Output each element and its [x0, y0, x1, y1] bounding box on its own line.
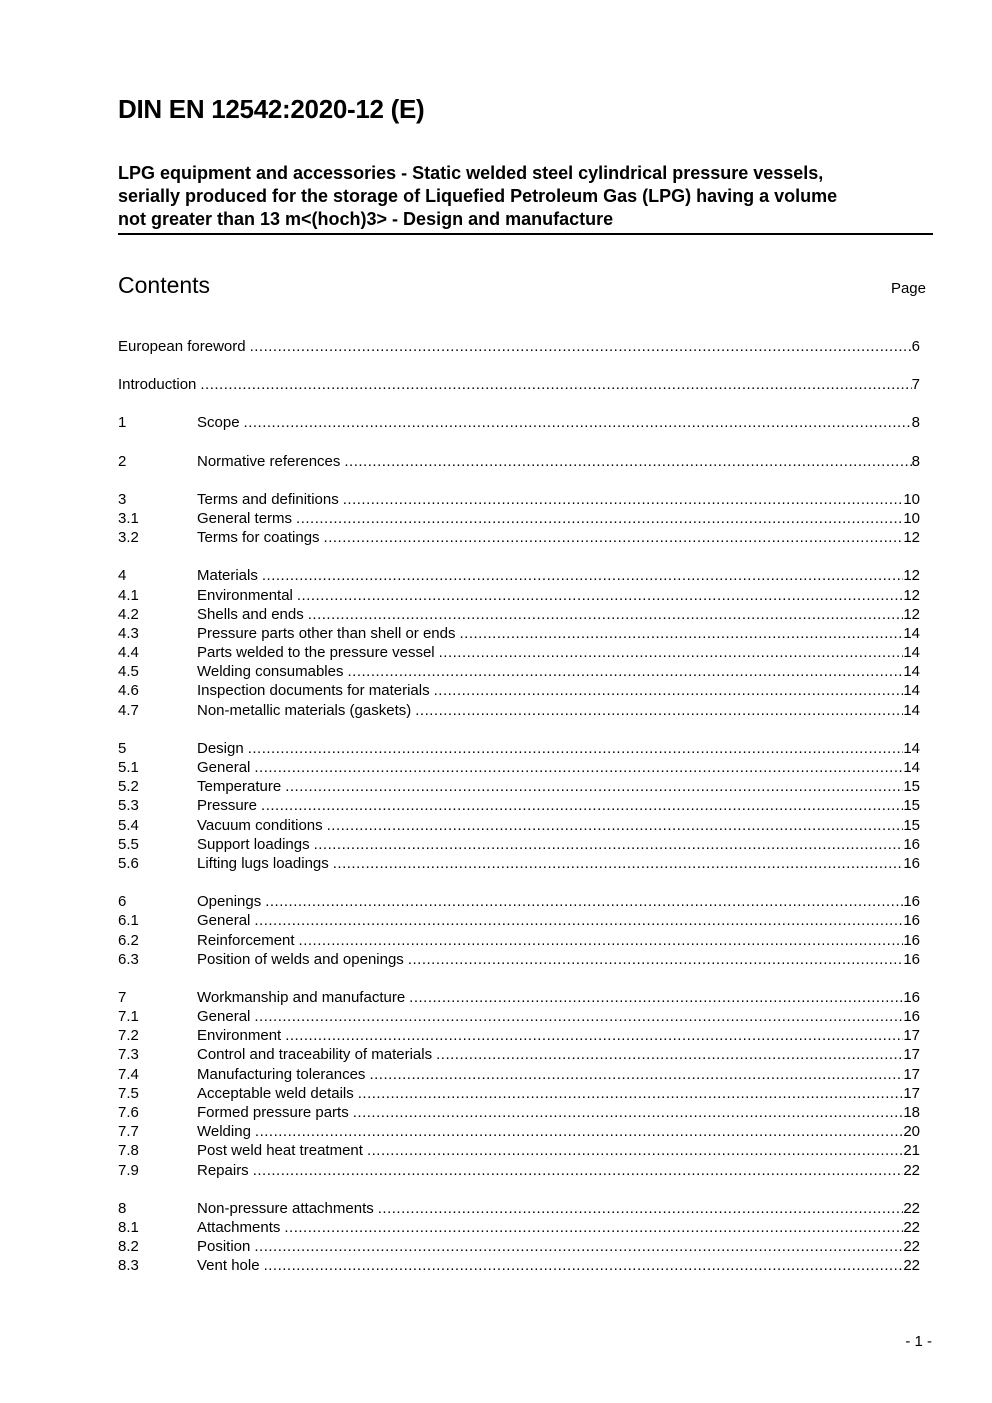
toc-entry-page: 22: [903, 1199, 920, 1217]
toc-entry-number: 8.1: [118, 1218, 139, 1236]
toc-dot-leader: [358, 1085, 904, 1102]
toc-entry-label: Attachments: [197, 1218, 281, 1236]
toc-entry-page: 17: [903, 1027, 920, 1045]
toc-dot-leader: [343, 491, 904, 508]
toc-entry-number: 4.7: [118, 701, 139, 719]
toc-entry-label: Normative references: [197, 452, 341, 470]
toc-dot-leader: [254, 759, 903, 776]
toc-entry-page: 7: [911, 376, 920, 394]
toc-dot-leader: [200, 376, 911, 393]
toc-entry-page: 20: [903, 1123, 920, 1141]
toc-entry[interactable]: [118, 912, 920, 931]
toc-entry[interactable]: [118, 1238, 920, 1257]
toc-entry-label: Vacuum conditions: [197, 816, 323, 834]
toc-entry-label: Terms for coatings: [197, 529, 320, 547]
toc-entry-number: 5.1: [118, 759, 139, 776]
toc-entry-label: Scope: [197, 414, 240, 432]
toc-entry[interactable]: [118, 587, 920, 606]
toc-dot-leader: [265, 893, 903, 910]
toc-entry-number: 5.2: [118, 778, 139, 796]
toc-entry-number: 8.2: [118, 1238, 139, 1256]
toc-entry-number: 6: [118, 893, 127, 911]
toc-entry-number: 7.6: [118, 1104, 139, 1121]
toc-entry-page: 16: [903, 931, 920, 949]
toc-entry-page: 14: [903, 739, 920, 757]
toc-entry-label: Position: [197, 1238, 251, 1256]
toc-entry-page: 8: [911, 452, 920, 470]
toc-entry[interactable]: [118, 778, 920, 797]
toc-entry-page: 14: [903, 663, 920, 681]
toc-entry-number: 3.1: [118, 509, 139, 527]
toc-entry[interactable]: [118, 625, 920, 644]
toc-entry[interactable]: [118, 1046, 920, 1065]
toc-entry[interactable]: [118, 1085, 920, 1104]
toc-entry-label: Environmental: [197, 586, 293, 604]
toc-entry-page: 17: [903, 1084, 920, 1102]
toc-entry-number: 7.7: [118, 1123, 139, 1141]
toc-entry-label: General: [197, 912, 251, 930]
toc-dot-leader: [250, 338, 912, 355]
toc-entry[interactable]: [118, 644, 920, 663]
toc-entry-label: General terms: [197, 509, 293, 527]
toc-dot-leader: [327, 817, 904, 834]
toc-dot-leader: [439, 644, 904, 661]
toc-entry-page: 8: [911, 414, 920, 432]
toc-dot-leader: [299, 932, 904, 949]
toc-entry[interactable]: [118, 1257, 920, 1276]
toc-entry-number: 3.2: [118, 529, 139, 547]
toc-entry[interactable]: [118, 1104, 920, 1123]
toc-dot-leader: [434, 682, 904, 699]
toc-entry[interactable]: [118, 606, 920, 625]
toc-entry-number: 4: [118, 567, 127, 585]
toc-dot-leader: [408, 951, 904, 968]
toc-dot-leader: [314, 836, 904, 853]
toc-entry-page: 12: [903, 586, 920, 604]
toc-entry-page: 6: [911, 338, 920, 355]
toc-entry-label: General: [197, 759, 251, 776]
toc-dot-leader: [285, 778, 903, 795]
toc-entry[interactable]: [118, 1066, 920, 1085]
toc-entry-number: 5.4: [118, 816, 139, 834]
toc-dot-leader: [415, 702, 903, 719]
page-column-heading: Page: [890, 280, 926, 297]
document-id: DIN EN 12542:2020-12 (E): [118, 94, 425, 124]
toc-entry-page: 16: [903, 1008, 920, 1026]
toc-entry-number: 2: [118, 452, 127, 470]
toc-entry-number: 8: [118, 1199, 127, 1217]
toc-entry-number: 5.5: [118, 835, 139, 853]
toc-entry-label: Workmanship and manufacture: [197, 988, 406, 1006]
toc-entry-label: Environment: [197, 1027, 282, 1045]
toc-entry[interactable]: [118, 338, 920, 357]
toc-entry-page: 14: [903, 682, 920, 700]
toc-entry-number: 6.2: [118, 931, 139, 949]
toc-entry-label: Control and traceability of materials: [197, 1046, 433, 1064]
toc-entry-page: 15: [903, 778, 920, 796]
toc-entry-label: Manufacturing tolerances: [197, 1065, 366, 1083]
toc-entry-page: 16: [903, 854, 920, 872]
toc-dot-leader: [284, 1219, 903, 1236]
toc-entry[interactable]: [118, 932, 920, 951]
toc-entry[interactable]: [118, 740, 920, 759]
toc-entry[interactable]: [118, 1027, 920, 1046]
table-of-contents: [118, 338, 920, 1277]
toc-entry[interactable]: [118, 682, 920, 701]
toc-entry[interactable]: [118, 797, 920, 816]
toc-dot-leader: [264, 1257, 904, 1274]
toc-entry-label: Shells and ends: [197, 605, 304, 623]
toc-entry-label: Parts welded to the pressure vessel: [197, 644, 435, 662]
toc-entry-label: Design: [197, 739, 244, 757]
document-title: [118, 162, 933, 235]
toc-entry[interactable]: [118, 989, 920, 1008]
toc-entry-number: 1: [118, 414, 127, 432]
toc-entry-number: 8.3: [118, 1257, 139, 1275]
toc-entry-number: 7.4: [118, 1065, 139, 1083]
toc-entry-label: Repairs: [197, 1161, 249, 1179]
page-number-footer: - 1 -: [905, 1333, 932, 1350]
toc-dot-leader: [409, 989, 903, 1006]
toc-dot-leader: [253, 1162, 904, 1179]
toc-entry[interactable]: [118, 855, 920, 874]
toc-dot-leader: [347, 663, 903, 680]
toc-entry-page: 16: [903, 950, 920, 968]
toc-entry-number: 7: [118, 988, 127, 1006]
toc-entry-page: 15: [903, 816, 920, 834]
toc-entry[interactable]: [118, 1123, 920, 1142]
toc-dot-leader: [285, 1027, 903, 1044]
toc-entry[interactable]: [118, 453, 920, 472]
toc-entry[interactable]: [118, 510, 920, 529]
title-line: serially produced for the storage of Liquefied Petroleum Gas (LPG) having a volume: [118, 186, 838, 206]
toc-dot-leader: [308, 606, 904, 623]
title-line: LPG equipment and accessories - Static welded steel cylindrical pressure vessels,: [118, 163, 824, 183]
toc-entry-page: 10: [903, 509, 920, 527]
toc-entry-label: Temperature: [197, 778, 282, 796]
toc-entry-label: Pressure: [197, 797, 258, 815]
toc-entry-number: 7.3: [118, 1046, 139, 1064]
toc-entry-number: 7.8: [118, 1142, 139, 1160]
toc-entry-number: 3: [118, 490, 127, 508]
toc-dot-leader: [297, 587, 903, 604]
toc-dot-leader: [333, 855, 904, 872]
toc-entry[interactable]: [118, 491, 920, 510]
toc-entry-page: 14: [903, 644, 920, 662]
toc-entry-label: Welding consumables: [197, 663, 344, 681]
toc-entry-page: 12: [903, 567, 920, 585]
toc-entry-page: 22: [903, 1238, 920, 1256]
toc-entry-number: 4.6: [118, 682, 139, 700]
toc-dot-leader: [244, 414, 912, 431]
toc-entry-page: 21: [903, 1142, 920, 1160]
toc-entry-page: 14: [903, 759, 920, 776]
toc-entry[interactable]: [118, 951, 920, 970]
toc-entry-page: 14: [903, 701, 920, 719]
toc-dot-leader: [344, 453, 911, 470]
contents-heading: Contents: [118, 272, 211, 298]
toc-entry-label: Post weld heat treatment: [197, 1142, 363, 1160]
toc-entry[interactable]: [118, 1200, 920, 1219]
toc-entry-label: General: [197, 1008, 251, 1026]
toc-entry-page: 17: [903, 1046, 920, 1064]
toc-dot-leader: [296, 510, 903, 527]
toc-entry-page: 16: [903, 988, 920, 1006]
toc-dot-leader: [262, 567, 903, 584]
toc-entry[interactable]: [118, 893, 920, 912]
toc-entry-number: 6.3: [118, 950, 139, 968]
toc-entry-number: 4.3: [118, 624, 139, 642]
toc-entry-page: 16: [903, 835, 920, 853]
toc-entry-number: 5: [118, 739, 127, 757]
toc-entry-label: European foreword: [118, 338, 246, 355]
toc-dot-leader: [254, 1238, 903, 1255]
toc-entry-label: Non-metallic materials (gaskets): [197, 701, 412, 719]
toc-entry[interactable]: [118, 529, 920, 548]
toc-entry-number: 4.1: [118, 586, 139, 604]
toc-entry-number: 4.5: [118, 663, 139, 681]
toc-entry-page: 17: [903, 1065, 920, 1083]
toc-entry[interactable]: [118, 1008, 920, 1027]
toc-entry-page: 12: [903, 529, 920, 547]
toc-entry-label: Pressure parts other than shell or ends: [197, 624, 456, 642]
toc-entry-label: Materials: [197, 567, 258, 585]
toc-entry[interactable]: [118, 1142, 920, 1161]
toc-entry-number: 4.4: [118, 644, 139, 662]
toc-dot-leader: [254, 1008, 903, 1025]
toc-entry[interactable]: [118, 817, 920, 836]
toc-dot-leader: [459, 625, 903, 642]
toc-entry-page: 22: [903, 1218, 920, 1236]
toc-entry[interactable]: [118, 1162, 920, 1181]
toc-entry-number: 5.6: [118, 854, 139, 872]
toc-entry-label: Openings: [197, 893, 262, 911]
toc-entry-page: 12: [903, 605, 920, 623]
toc-entry-label: Welding: [197, 1123, 251, 1141]
toc-dot-leader: [378, 1200, 904, 1217]
toc-entry-label: Introduction: [118, 376, 197, 394]
toc-dot-leader: [436, 1046, 903, 1063]
toc-entry-number: 7.9: [118, 1161, 139, 1179]
toc-entry-number: 7.1: [118, 1008, 139, 1026]
toc-entry-label: Formed pressure parts: [197, 1104, 349, 1121]
toc-dot-leader: [255, 1123, 903, 1140]
toc-entry-page: 22: [903, 1161, 920, 1179]
toc-entry-page: 10: [903, 490, 920, 508]
toc-entry-label: Reinforcement: [197, 931, 295, 949]
toc-entry-number: 4.2: [118, 605, 139, 623]
toc-entry-label: Lifting lugs loadings: [197, 854, 329, 872]
toc-entry-page: 16: [903, 912, 920, 930]
toc-entry[interactable]: [118, 836, 920, 855]
toc-entry-label: Vent hole: [197, 1257, 260, 1275]
toc-dot-leader: [261, 797, 903, 814]
toc-entry-number: 6.1: [118, 912, 139, 930]
toc-entry-label: Non-pressure attachments: [197, 1199, 374, 1217]
toc-entry[interactable]: [118, 759, 920, 778]
toc-entry[interactable]: [118, 567, 920, 586]
toc-entry-page: 18: [903, 1104, 920, 1121]
toc-entry-page: 16: [903, 893, 920, 911]
toc-entry-label: Acceptable weld details: [197, 1084, 354, 1102]
toc-entry-label: Terms and definitions: [197, 490, 339, 508]
toc-dot-leader: [254, 912, 903, 929]
title-line: not greater than 13 m<(hoch)3> - Design and manufacture: [118, 209, 614, 229]
toc-dot-leader: [324, 529, 904, 546]
toc-entry-label: Support loadings: [197, 835, 310, 853]
toc-entry-label: Inspection documents for materials: [197, 682, 430, 700]
toc-dot-leader: [367, 1142, 903, 1159]
toc-dot-leader: [353, 1104, 904, 1121]
toc-entry[interactable]: [118, 1219, 920, 1238]
toc-entry-page: 15: [903, 797, 920, 815]
toc-dot-leader: [369, 1066, 903, 1083]
toc-entry[interactable]: [118, 414, 920, 433]
toc-entry-page: 14: [903, 624, 920, 642]
toc-entry-label: Position of welds and openings: [197, 950, 404, 968]
toc-entry[interactable]: [118, 376, 920, 395]
toc-dot-leader: [248, 740, 904, 757]
toc-entry-number: 7.5: [118, 1084, 139, 1102]
toc-entry-page: 22: [903, 1257, 920, 1275]
toc-entry[interactable]: [118, 663, 920, 682]
toc-entry-number: 5.3: [118, 797, 139, 815]
toc-entry-number: 7.2: [118, 1027, 139, 1045]
toc-entry[interactable]: [118, 702, 920, 721]
